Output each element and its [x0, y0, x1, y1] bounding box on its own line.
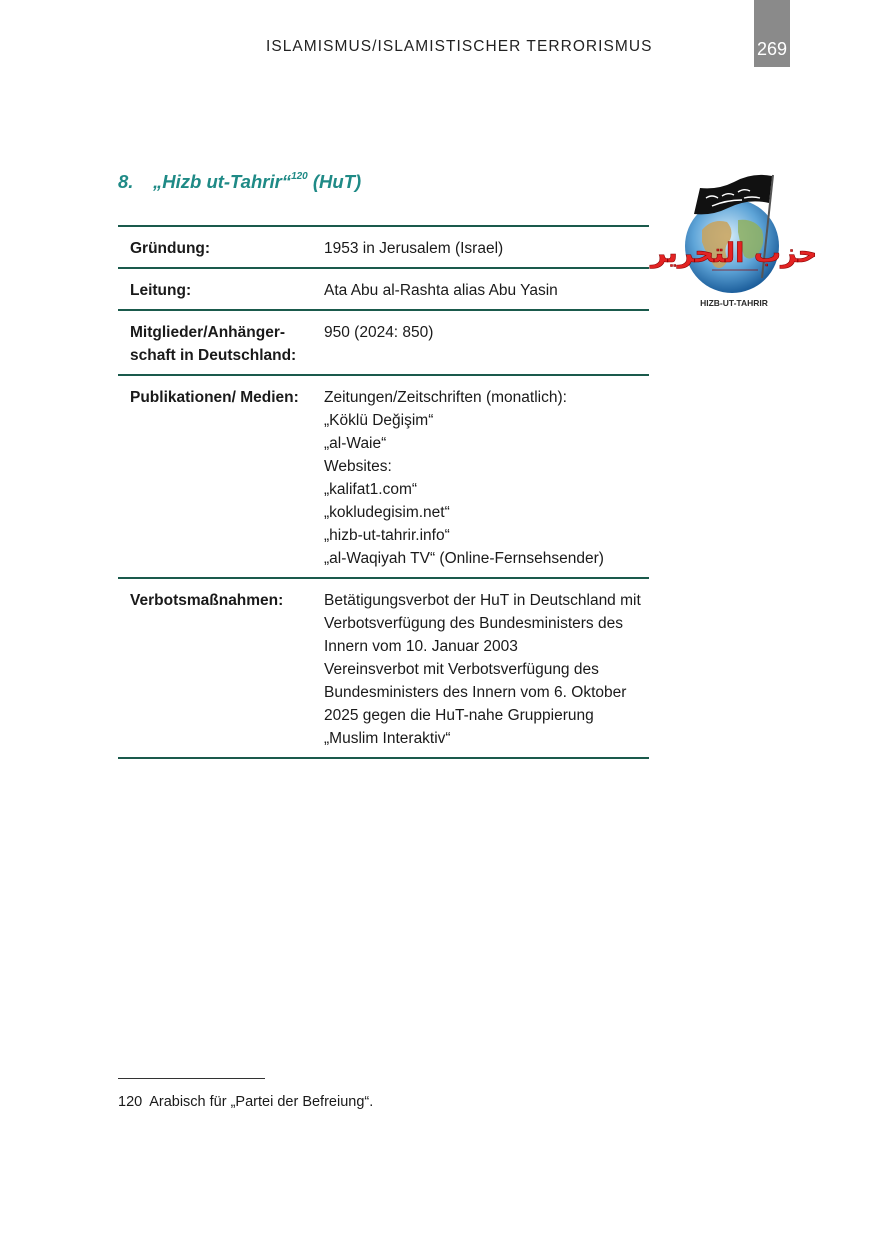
- page-number-tab: [754, 0, 790, 67]
- footnote-separator: [118, 1078, 265, 1079]
- profile-table: [118, 225, 649, 759]
- row-label: Gründung:: [130, 240, 211, 257]
- footnote: [118, 1094, 373, 1110]
- row-label: Publikationen/ Medien:: [130, 389, 299, 406]
- value-line: „al-Waqiyah TV“ (Online-Fernsehsender): [324, 550, 604, 567]
- logo-caption: HIZB-UT-TAHRIR: [700, 298, 768, 308]
- table-row: [118, 268, 649, 310]
- table-row: [118, 578, 649, 758]
- section-title: „Hizb ut-Tahrir“: [153, 171, 292, 192]
- footnote-number: 120: [118, 1094, 143, 1110]
- value-line: „hizb-ut-tahrir.info“: [324, 527, 450, 544]
- section-number: 8.: [118, 171, 134, 192]
- section-abbreviation: (HuT): [312, 171, 362, 192]
- table-row: [118, 310, 649, 375]
- page-number: 269: [756, 39, 788, 59]
- hizb-ut-tahrir-logo: [650, 170, 818, 310]
- value-line: Betätigungsverbot der HuT in Deutschland mit Verbotsverfügung des Bundesministers des Innern vom 10. Januar 2003: [324, 592, 641, 655]
- row-value: [324, 226, 649, 268]
- value-line: Vereinsverbot mit Verbotsverfügung des Bundesministers des Innern vom 6. Oktober 2025 gegen die HuT-nahe Gruppierung „Muslim Interaktiv“: [324, 661, 627, 747]
- row-value: [324, 375, 649, 578]
- row-value: [324, 310, 649, 375]
- value-line: „al-Waie“: [324, 435, 387, 452]
- value-line: Websites:: [324, 458, 392, 475]
- section-heading: [118, 171, 361, 193]
- value-line: „kalifat1.com“: [324, 481, 418, 498]
- row-label: Verbotsmaßnahmen:: [130, 592, 284, 609]
- row-value: [324, 268, 649, 310]
- value-line: 950 (2024: 850): [324, 324, 434, 341]
- running-head: ISLAMISMUS/ISLAMISTISCHER TERRORISMUS: [266, 38, 653, 55]
- value-line: „Köklü Değişim“: [324, 412, 434, 429]
- table-row: [118, 226, 649, 268]
- row-value: [324, 578, 649, 758]
- value-line: 1953 in Jerusalem (Israel): [324, 240, 504, 257]
- footnote-reference: 120: [291, 170, 308, 182]
- value-line: „kokludegisim.net“: [324, 504, 450, 521]
- footnote-text: Arabisch für „Partei der Befreiung“.: [149, 1094, 374, 1110]
- value-line: Ata Abu al-Rashta alias Abu Yasin: [324, 282, 558, 299]
- row-label: Leitung:: [130, 282, 192, 299]
- table-row: [118, 375, 649, 578]
- row-label: Mitglieder/Anhänger- schaft in Deutschland:: [130, 324, 297, 364]
- value-line: Zeitungen/Zeitschriften (monatlich):: [324, 389, 567, 406]
- arabic-logo-text: حزب التحرير: [650, 238, 818, 269]
